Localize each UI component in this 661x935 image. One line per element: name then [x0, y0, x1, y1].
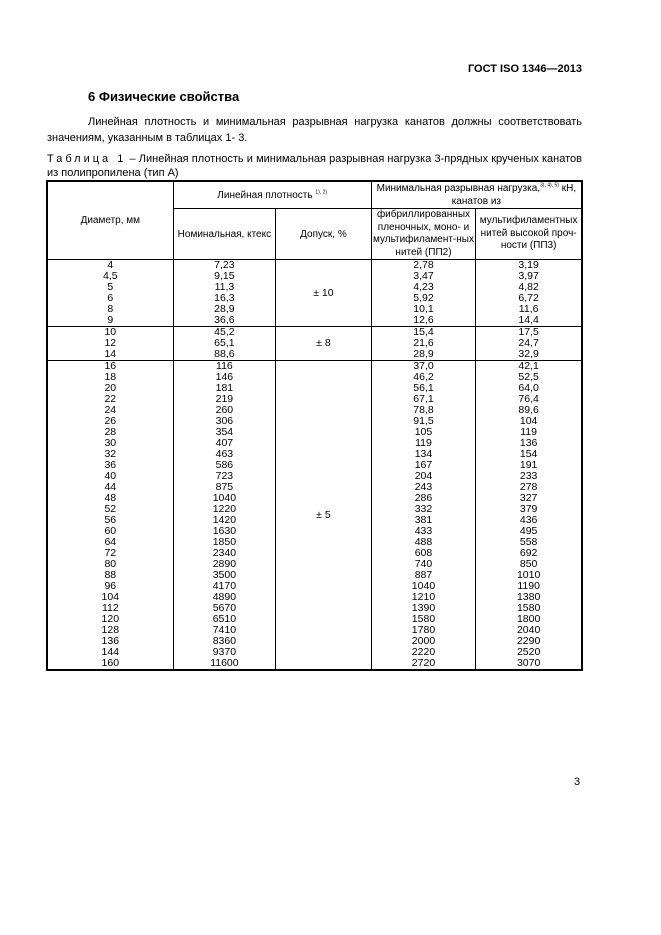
cell-nominal: 28,9 [173, 304, 276, 315]
cell-pp3: 327 [476, 493, 582, 504]
cell-nominal: 45,2 [173, 327, 276, 339]
cell-nominal: 354 [173, 427, 276, 438]
cell-pp3: 692 [476, 548, 582, 559]
cell-nominal: 36,6 [173, 315, 276, 327]
cell-pp2: 286 [371, 493, 476, 504]
cell-nominal: 219 [173, 394, 276, 405]
cell-nominal: 5670 [173, 603, 276, 614]
cell-nominal: 306 [173, 416, 276, 427]
cell-nominal: 2890 [173, 559, 276, 570]
cell-nominal: 9370 [173, 647, 276, 658]
cell-diameter: 9 [47, 315, 173, 327]
cell-pp3: 2040 [476, 625, 582, 636]
cell-pp2: 2220 [371, 647, 476, 658]
cell-nominal: 16,3 [173, 293, 276, 304]
cell-pp2: 167 [371, 460, 476, 471]
cell-pp2: 740 [371, 559, 476, 570]
cell-pp3: 1010 [476, 570, 582, 581]
header-linear-density [173, 181, 371, 209]
cell-pp2: 1210 [371, 592, 476, 603]
cell-pp3: 17,5 [476, 327, 582, 339]
cell-nominal: 3500 [173, 570, 276, 581]
cell-tolerance: ± 10 [276, 260, 372, 327]
cell-diameter: 28 [47, 427, 173, 438]
cell-diameter: 64 [47, 537, 173, 548]
cell-diameter: 4 [47, 260, 173, 272]
cell-nominal: 1850 [173, 537, 276, 548]
cell-pp3: 64,0 [476, 383, 582, 394]
footnote-ref-min-load: 3), 4), 5) [540, 182, 559, 189]
cell-pp3: 1800 [476, 614, 582, 625]
cell-pp2: 488 [371, 537, 476, 548]
cell-nominal: 1630 [173, 526, 276, 537]
cell-pp2: 105 [371, 427, 476, 438]
cell-diameter: 4,5 [47, 271, 173, 282]
cell-pp2: 46,2 [371, 372, 476, 383]
cell-diameter: 72 [47, 548, 173, 559]
cell-diameter: 24 [47, 405, 173, 416]
cell-diameter: 26 [47, 416, 173, 427]
cell-pp2: 4,23 [371, 282, 476, 293]
cell-pp3: 2290 [476, 636, 582, 647]
header-min-breaking-load [371, 181, 582, 209]
cell-pp3: 4,82 [476, 282, 582, 293]
table-row [47, 327, 582, 339]
cell-pp2: 12,6 [371, 315, 476, 327]
cell-diameter: 20 [47, 383, 173, 394]
header-pp3: мультифиламентных нитей высокой проч-ности (ПП3) [476, 209, 582, 260]
cell-nominal: 260 [173, 405, 276, 416]
cell-pp3: 1380 [476, 592, 582, 603]
cell-pp3: 3070 [476, 658, 582, 670]
cell-diameter: 32 [47, 449, 173, 460]
cell-nominal: 65,1 [173, 338, 276, 349]
cell-pp2: 3,47 [371, 271, 476, 282]
document-standard-header: ГОСТ ISO 1346—2013 [467, 63, 582, 75]
header-min-load-suffix: канатов из [451, 196, 501, 207]
cell-diameter: 112 [47, 603, 173, 614]
cell-nominal: 463 [173, 449, 276, 460]
cell-pp3: 278 [476, 482, 582, 493]
cell-nominal: 586 [173, 460, 276, 471]
cell-diameter: 10 [47, 327, 173, 339]
cell-nominal: 7,23 [173, 260, 276, 272]
cell-pp2: 134 [371, 449, 476, 460]
cell-pp3: 119 [476, 427, 582, 438]
cell-diameter: 6 [47, 293, 173, 304]
cell-nominal: 4170 [173, 581, 276, 592]
cell-nominal: 9,15 [173, 271, 276, 282]
cell-diameter: 120 [47, 614, 173, 625]
body-paragraph: Линейная плотность и минимальная разрывная нагрузка канатов должны соответствовать значениям, указанным в таблицах 1- 3. [47, 116, 582, 144]
cell-pp3: 3,97 [476, 271, 582, 282]
cell-pp3: 76,4 [476, 394, 582, 405]
cell-pp2: 10,1 [371, 304, 476, 315]
cell-diameter: 48 [47, 493, 173, 504]
cell-pp2: 56,1 [371, 383, 476, 394]
cell-pp3: 32,9 [476, 349, 582, 361]
header-min-load-unit: кН, [558, 183, 577, 194]
cell-pp3: 495 [476, 526, 582, 537]
cell-pp2: 2,78 [371, 260, 476, 272]
table-caption-label: Таблица 1 [47, 153, 127, 165]
cell-tolerance: ± 8 [276, 327, 372, 361]
cell-pp3: 191 [476, 460, 582, 471]
table-row [47, 260, 582, 272]
header-min-load-label: Минимальная разрывная нагрузка, [376, 183, 541, 194]
cell-diameter: 128 [47, 625, 173, 636]
cell-diameter: 12 [47, 338, 173, 349]
cell-pp3: 850 [476, 559, 582, 570]
cell-nominal: 146 [173, 372, 276, 383]
cell-nominal: 11,3 [173, 282, 276, 293]
cell-diameter: 30 [47, 438, 173, 449]
cell-diameter: 8 [47, 304, 173, 315]
cell-diameter: 16 [47, 361, 173, 373]
cell-pp3: 136 [476, 438, 582, 449]
cell-nominal: 1420 [173, 515, 276, 526]
table-row [47, 361, 582, 373]
cell-diameter: 60 [47, 526, 173, 537]
cell-pp3: 558 [476, 537, 582, 548]
cell-pp2: 21,6 [371, 338, 476, 349]
table-caption-text: – Линейная плотность и минимальная разрывная нагрузка 3-прядных крученых канатов из полипропилена (тип А) [47, 153, 582, 179]
cell-diameter: 52 [47, 504, 173, 515]
cell-pp2: 2000 [371, 636, 476, 647]
cell-pp3: 52,5 [476, 372, 582, 383]
cell-diameter: 56 [47, 515, 173, 526]
header-diameter: Диаметр, мм [47, 181, 173, 260]
cell-pp2: 381 [371, 515, 476, 526]
cell-pp2: 37,0 [371, 361, 476, 373]
cell-pp2: 1580 [371, 614, 476, 625]
cell-diameter: 36 [47, 460, 173, 471]
cell-pp2: 15,4 [371, 327, 476, 339]
cell-pp3: 3,19 [476, 260, 582, 272]
cell-pp3: 11,6 [476, 304, 582, 315]
cell-pp3: 154 [476, 449, 582, 460]
cell-pp2: 433 [371, 526, 476, 537]
cell-nominal: 181 [173, 383, 276, 394]
header-linear-density-label: Линейная плотность [217, 189, 313, 201]
cell-diameter: 14 [47, 349, 173, 361]
cell-diameter: 18 [47, 372, 173, 383]
cell-nominal: 11600 [173, 658, 276, 670]
cell-nominal: 7410 [173, 625, 276, 636]
cell-nominal: 116 [173, 361, 276, 373]
header-nominal: Номинальная, ктекс [173, 209, 276, 260]
cell-nominal: 407 [173, 438, 276, 449]
cell-nominal: 1220 [173, 504, 276, 515]
cell-nominal: 6510 [173, 614, 276, 625]
cell-pp3: 14,4 [476, 315, 582, 327]
cell-pp2: 119 [371, 438, 476, 449]
table-caption [47, 152, 582, 180]
cell-pp3: 233 [476, 471, 582, 482]
cell-pp3: 1190 [476, 581, 582, 592]
cell-pp3: 2520 [476, 647, 582, 658]
cell-pp2: 2720 [371, 658, 476, 670]
cell-pp2: 67,1 [371, 394, 476, 405]
cell-diameter: 80 [47, 559, 173, 570]
section-title: 6 Физические свойства [88, 89, 240, 104]
page-number: 3 [574, 776, 581, 788]
cell-pp2: 28,9 [371, 349, 476, 361]
cell-pp2: 5,92 [371, 293, 476, 304]
cell-pp2: 243 [371, 482, 476, 493]
cell-pp3: 379 [476, 504, 582, 515]
cell-tolerance: ± 5 [276, 361, 372, 671]
cell-diameter: 160 [47, 658, 173, 670]
cell-nominal: 88,6 [173, 349, 276, 361]
header-tolerance: Допуск, % [276, 209, 372, 260]
cell-pp2: 204 [371, 471, 476, 482]
cell-pp2: 1390 [371, 603, 476, 614]
cell-diameter: 136 [47, 636, 173, 647]
cell-nominal: 723 [173, 471, 276, 482]
cell-diameter: 5 [47, 282, 173, 293]
cell-nominal: 1040 [173, 493, 276, 504]
cell-diameter: 88 [47, 570, 173, 581]
cell-diameter: 96 [47, 581, 173, 592]
cell-diameter: 40 [47, 471, 173, 482]
cell-pp3: 24,7 [476, 338, 582, 349]
cell-pp2: 332 [371, 504, 476, 515]
cell-pp3: 42,1 [476, 361, 582, 373]
cell-pp2: 1040 [371, 581, 476, 592]
cell-pp3: 104 [476, 416, 582, 427]
cell-nominal: 4890 [173, 592, 276, 603]
cell-pp2: 91,5 [371, 416, 476, 427]
cell-pp2: 1780 [371, 625, 476, 636]
footnote-ref-linear-density: 1), 2) [315, 189, 328, 196]
cell-pp3: 89,6 [476, 405, 582, 416]
cell-nominal: 8360 [173, 636, 276, 647]
cell-nominal: 2340 [173, 548, 276, 559]
cell-diameter: 44 [47, 482, 173, 493]
cell-pp2: 887 [371, 570, 476, 581]
cell-pp3: 6,72 [476, 293, 582, 304]
cell-pp2: 608 [371, 548, 476, 559]
header-pp2: фибриллированных пленочных, моно- и мультифиламент-ных нитей (ПП2) [372, 209, 474, 258]
cell-nominal: 875 [173, 482, 276, 493]
cell-diameter: 144 [47, 647, 173, 658]
table-body [47, 260, 582, 671]
cell-diameter: 104 [47, 592, 173, 603]
cell-pp3: 436 [476, 515, 582, 526]
cell-pp3: 1580 [476, 603, 582, 614]
cell-pp2: 78,8 [371, 405, 476, 416]
cell-diameter: 22 [47, 394, 173, 405]
data-table [46, 180, 583, 671]
